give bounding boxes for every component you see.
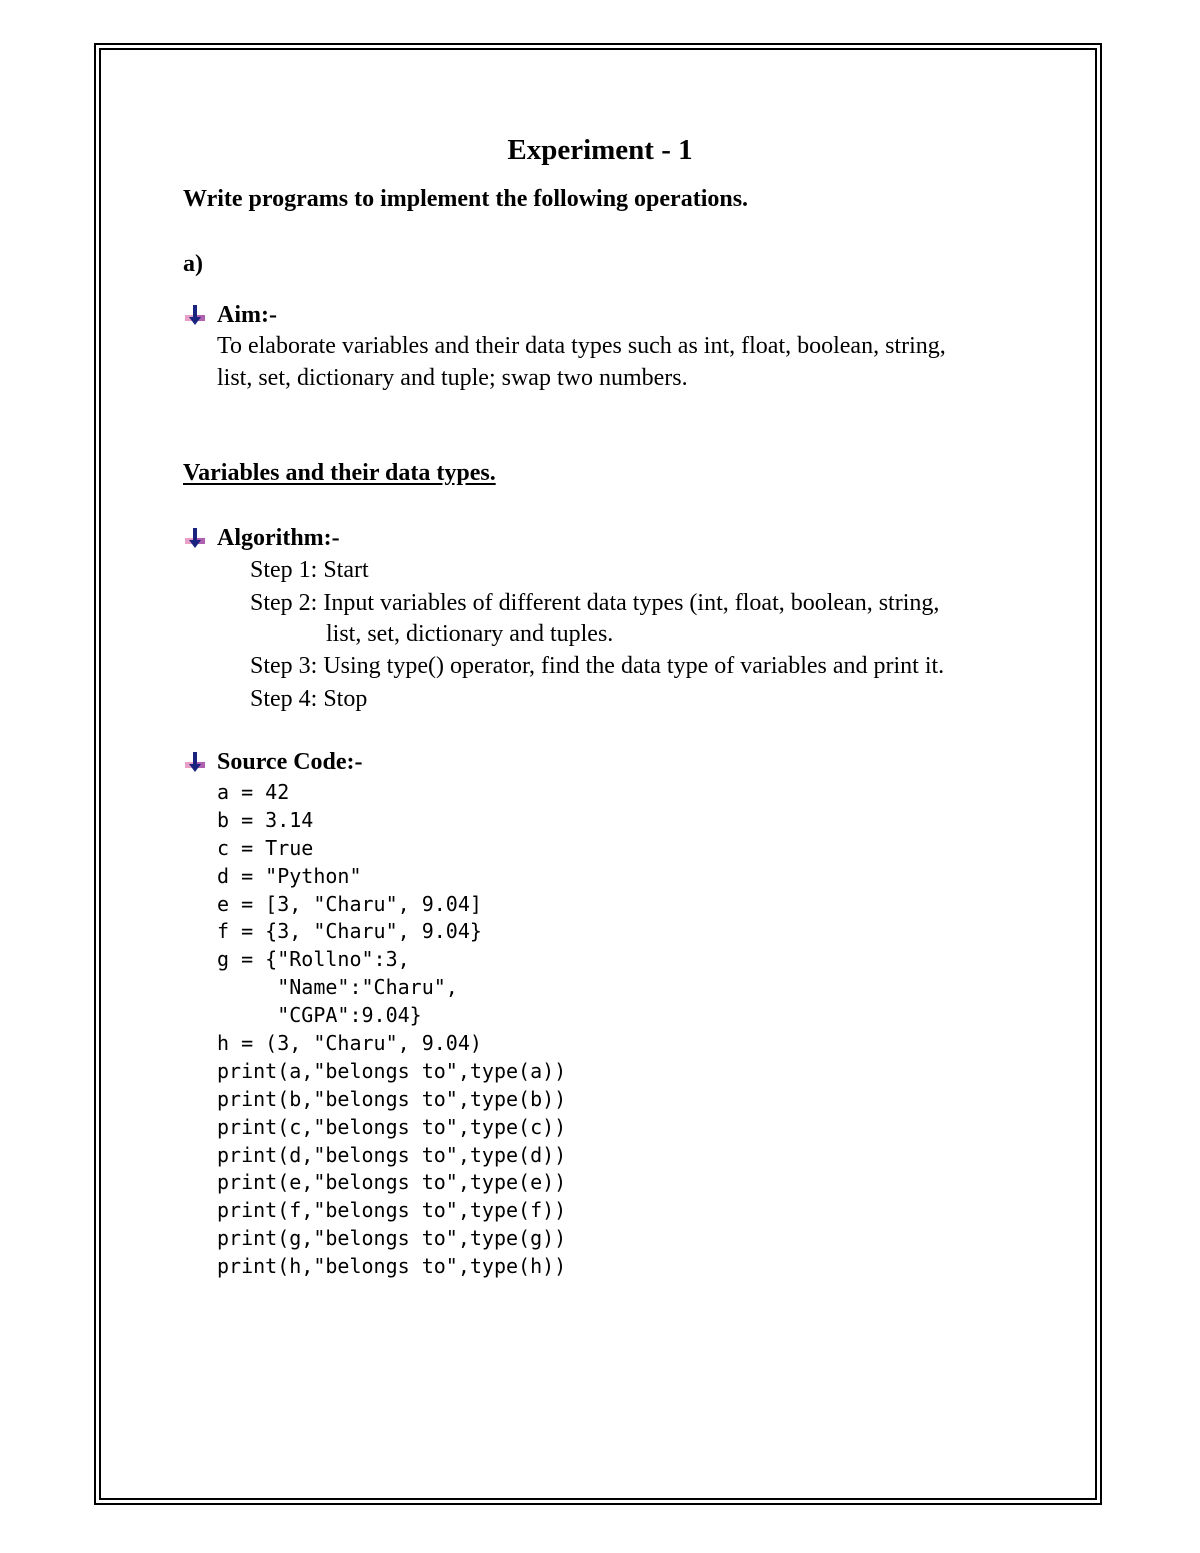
down-arrow-bullet-icon	[183, 303, 207, 327]
code-line: h = (3, "Charu", 9.04)	[217, 1031, 482, 1056]
algorithm-step: Step 1: Start	[250, 557, 369, 583]
aim-heading: Aim:-	[217, 302, 277, 328]
section-heading: Variables and their data types.	[183, 460, 496, 486]
algorithm-step: Step 4: Stop	[250, 686, 368, 712]
code-line: "CGPA":9.04}	[217, 1003, 422, 1028]
page-title: Experiment - 1	[507, 134, 693, 166]
code-line: a = 42	[217, 780, 290, 804]
code-line: "Name":"Charu",	[217, 975, 458, 1000]
algorithm-step-continuation: list, set, dictionary and tuples.	[326, 621, 614, 647]
code-line: print(c,"belongs to",type(c))	[217, 1114, 567, 1139]
algorithm-step: Step 3: Using type() operator, find the data type of variables and print it.	[250, 653, 945, 679]
code-line: print(a,"belongs to",type(a))	[217, 1058, 567, 1083]
down-arrow-bullet-icon	[183, 526, 207, 550]
code-line: b = 3.14	[217, 807, 314, 832]
aim-text-line-1: To elaborate variables and their data types such as int, float, boolean, string,	[217, 333, 946, 359]
task-description: Write programs to implement the following operations.	[183, 186, 749, 212]
source-code-heading: Source Code:-	[217, 749, 363, 775]
code-line: c = True	[217, 835, 314, 860]
algorithm-step: Step 2: Input variables of different data types (int, float, boolean, string,	[250, 590, 940, 616]
code-line: d = "Python"	[217, 863, 362, 888]
code-line: print(b,"belongs to",type(b))	[217, 1086, 567, 1111]
code-line: e = [3, "Charu", 9.04]	[217, 891, 482, 916]
part-label: a)	[183, 251, 203, 277]
algorithm-heading: Algorithm:-	[217, 525, 340, 551]
aim-text-line-2: list, set, dictionary and tuple; swap two numbers.	[217, 365, 688, 391]
code-line: print(e,"belongs to",type(e))	[217, 1170, 567, 1195]
code-line: f = {3, "Charu", 9.04}	[217, 919, 482, 944]
down-arrow-bullet-icon	[183, 750, 207, 774]
code-line: print(g,"belongs to",type(g))	[217, 1226, 567, 1251]
code-line: print(d,"belongs to",type(d))	[217, 1142, 567, 1167]
code-line: print(f,"belongs to",type(f))	[217, 1198, 567, 1223]
code-line: g = {"Rollno":3,	[217, 947, 410, 972]
code-line: print(h,"belongs to",type(h))	[217, 1254, 567, 1279]
source-code-block	[217, 779, 566, 1281]
